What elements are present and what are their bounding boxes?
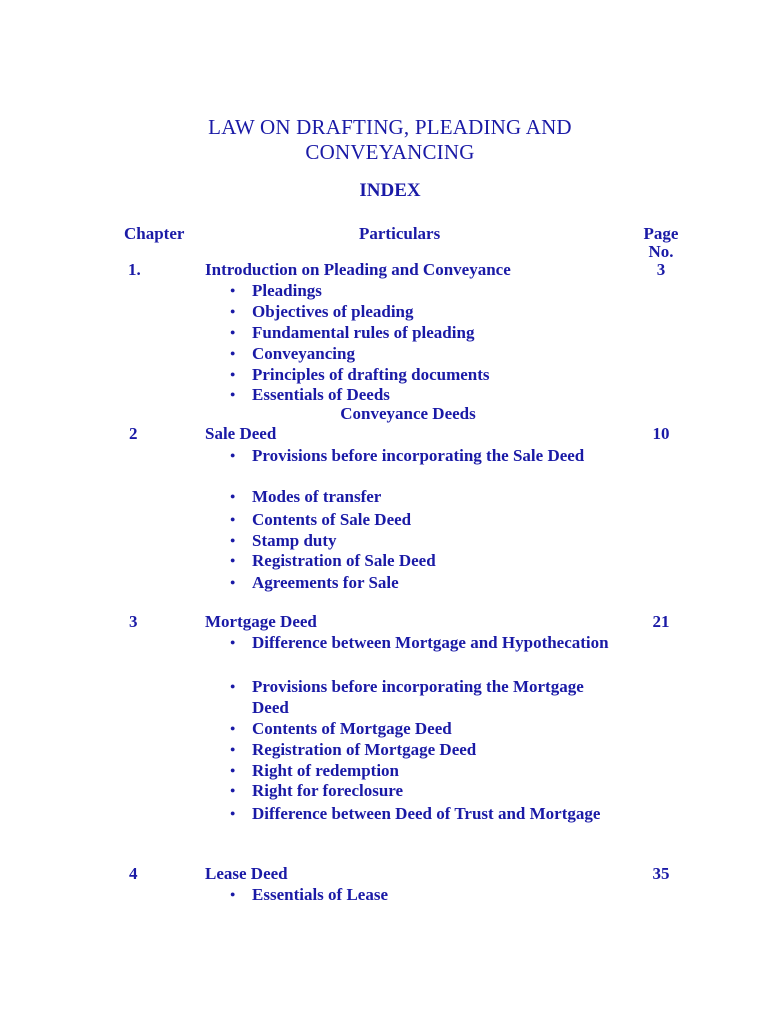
chapter-1-item: ● Pleadings <box>252 280 622 301</box>
chapter-3-item: ● Contents of Mortgage Deed <box>252 718 622 739</box>
chapter-2-item: ● Provisions before incorporating the Sale Deed <box>252 445 622 466</box>
chapter-2-item: ● Registration of Sale Deed <box>252 550 622 571</box>
chapter-3-item: ● Right for foreclosure <box>252 780 622 801</box>
chapter-4-page: 35 <box>652 864 670 883</box>
chapter-1-item: ● Fundamental rules of pleading <box>252 322 622 343</box>
index-heading: INDEX <box>359 180 421 201</box>
chapter-4-item: ● Essentials of Lease <box>252 884 622 905</box>
chapter-4-number: 4 <box>129 864 138 883</box>
chapter-1-item: ● Principles of drafting documents <box>252 364 622 385</box>
chapter-3-page: 21 <box>652 612 670 631</box>
document-title-line1: LAW ON DRAFTING, PLEADING AND <box>208 115 572 139</box>
chapter-1-item: ● Conveyancing <box>252 343 622 364</box>
chapter-3-item: ● Difference between Deed of Trust and Mortgage <box>252 803 622 824</box>
document-title-line2: CONVEYANCING <box>305 140 475 164</box>
chapter-3-title: Mortgage Deed <box>205 612 317 631</box>
chapter-3-item: ● Difference between Mortgage and Hypothecation <box>252 632 622 653</box>
chapter-2-title: Sale Deed <box>205 424 277 443</box>
page-column-header-line1: Page <box>643 224 679 243</box>
chapter-2-item: ● Stamp duty <box>252 530 622 551</box>
chapter-column-header: Chapter <box>124 224 185 243</box>
chapter-3-item: ● Registration of Mortgage Deed <box>252 739 622 760</box>
chapter-4-title: Lease Deed <box>205 864 288 883</box>
particulars-column-header: Particulars <box>359 224 441 243</box>
chapter-1-page: 3 <box>656 260 666 279</box>
chapter-1-number: 1. <box>128 260 141 279</box>
section-heading-conveyance-deeds: Conveyance Deeds <box>340 404 476 423</box>
chapter-2-number: 2 <box>129 424 138 443</box>
chapter-2-page: 10 <box>652 424 670 443</box>
chapter-1-title: Introduction on Pleading and Conveyance <box>205 260 511 279</box>
chapter-1-item: ● Objectives of pleading <box>252 301 622 322</box>
chapter-3-item: ● Provisions before incorporating the Mortgage Deed <box>252 676 622 718</box>
chapter-2-item: ● Contents of Sale Deed <box>252 509 622 530</box>
page-column-header-line2: No. <box>648 242 674 261</box>
chapter-3-number: 3 <box>129 612 138 631</box>
chapter-3-item: ● Right of redemption <box>252 760 622 781</box>
chapter-1-item: ● Essentials of Deeds <box>252 384 622 405</box>
chapter-2-item: ● Agreements for Sale <box>252 572 622 593</box>
chapter-2-item: ● Modes of transfer <box>252 486 622 507</box>
